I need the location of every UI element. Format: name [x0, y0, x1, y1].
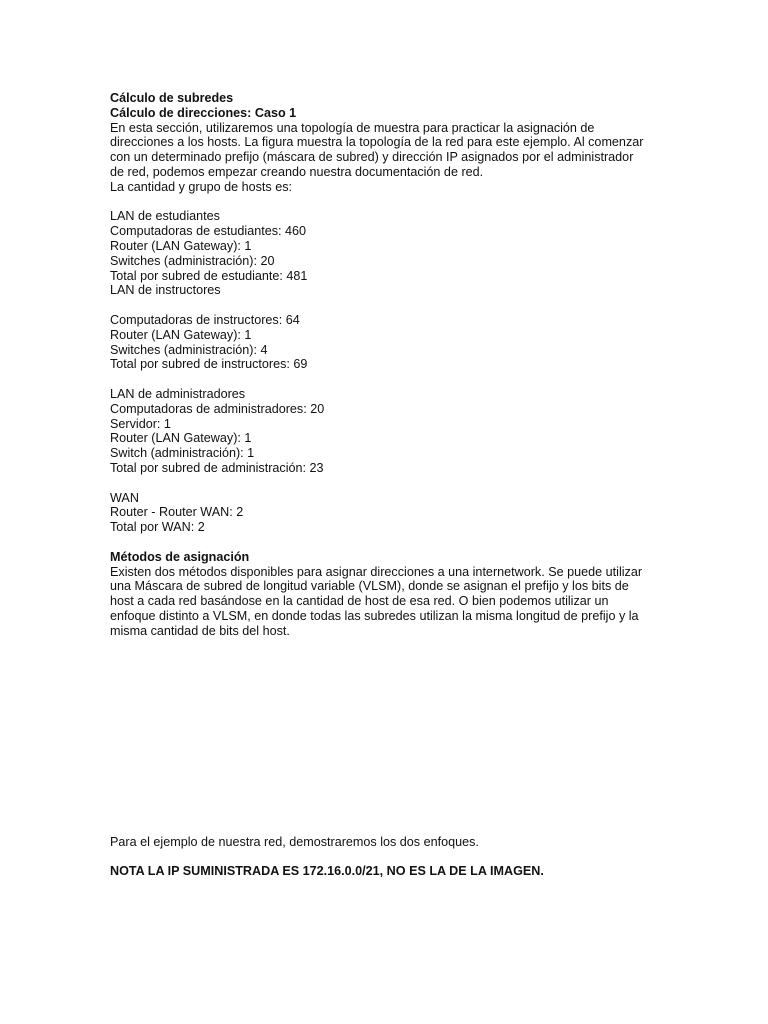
metodos-line: misma cantidad de bits del host.: [110, 623, 290, 638]
lan-instructores-heading: LAN de instructores: [110, 283, 221, 298]
wan-item: Router - Router WAN: 2: [110, 505, 244, 520]
intro-line: En esta sección, utilizaremos una topología de muestra para practicar la asignación de: [110, 120, 595, 135]
wan-item: Total por WAN: 2: [110, 520, 205, 535]
lan-instructores-item: Switches (administración): 4: [110, 342, 268, 357]
footer-nota: NOTA LA IP SUMINISTRADA ES 172.16.0.0/21, NO ES LA DE LA IMAGEN.: [110, 864, 544, 878]
lan-estudiantes-item: Computadoras de estudiantes: 460: [110, 224, 307, 239]
metodos-line: una Máscara de subred de longitud variable (VLSM), donde se asignan el prefijo y los bits de: [110, 579, 629, 594]
metodos-line: enfoque distinto a VLSM, en donde todas las subredes utilizan la misma longitud de prefijo y la: [110, 608, 639, 623]
document-title: Cálculo de subredes: [110, 91, 234, 105]
spacer: [110, 476, 670, 491]
spacer: [110, 372, 670, 387]
lan-instructores-item: Total por subred de instructores: 69: [110, 357, 308, 372]
metodos-heading: Métodos de asignación: [110, 549, 250, 564]
lan-estudiantes-heading: LAN de estudiantes: [110, 209, 220, 224]
document-subtitle: Cálculo de direcciones: Caso 1: [110, 105, 297, 120]
intro-line: La cantidad y grupo de hosts es:: [110, 179, 293, 194]
lan-estudiantes-item: Switches (administración): 20: [110, 253, 275, 268]
footer-ejemplo: Para el ejemplo de nuestra red, demostraremos los dos enfoques.: [110, 835, 479, 849]
document-body: [110, 91, 670, 638]
spacer: [110, 195, 670, 210]
metodos-line: host a cada red basándose en la cantidad de host de esa red. O bien podemos utilizar un: [110, 594, 609, 609]
intro-line: de red, podemos empezar creando nuestra documentación de red.: [110, 164, 484, 179]
lan-instructores-item: Router (LAN Gateway): 1: [110, 327, 252, 342]
lan-estudiantes-item: Total por subred de estudiante: 481: [110, 268, 308, 283]
metodos-line: Existen dos métodos disponibles para asignar direcciones a una internetwork. Se puede utilizar: [110, 564, 643, 579]
lan-administradores-heading: LAN de administradores: [110, 386, 246, 401]
spacer: [110, 298, 670, 313]
lan-administradores-item: Computadoras de administradores: 20: [110, 401, 325, 416]
lan-estudiantes-item: Router (LAN Gateway): 1: [110, 238, 252, 253]
wan-heading: WAN: [110, 490, 139, 505]
lan-administradores-item: Router (LAN Gateway): 1: [110, 431, 252, 446]
lan-administradores-item: Servidor: 1: [110, 416, 171, 431]
intro-line: con un determinado prefijo (máscara de subred) y dirección IP asignados por el administrador: [110, 150, 634, 165]
intro-line: direcciones a los hosts. La figura muestra la topología de la red para este ejemplo. Al comenzar: [110, 135, 644, 150]
footer-nota-block: [110, 864, 670, 879]
lan-instructores-item: Computadoras de instructores: 64: [110, 312, 300, 327]
lan-administradores-item: Total por subred de administración: 23: [110, 460, 324, 475]
lan-administradores-item: Switch (administración): 1: [110, 446, 255, 461]
spacer: [110, 535, 670, 550]
footer-ejemplo-block: [110, 835, 670, 850]
